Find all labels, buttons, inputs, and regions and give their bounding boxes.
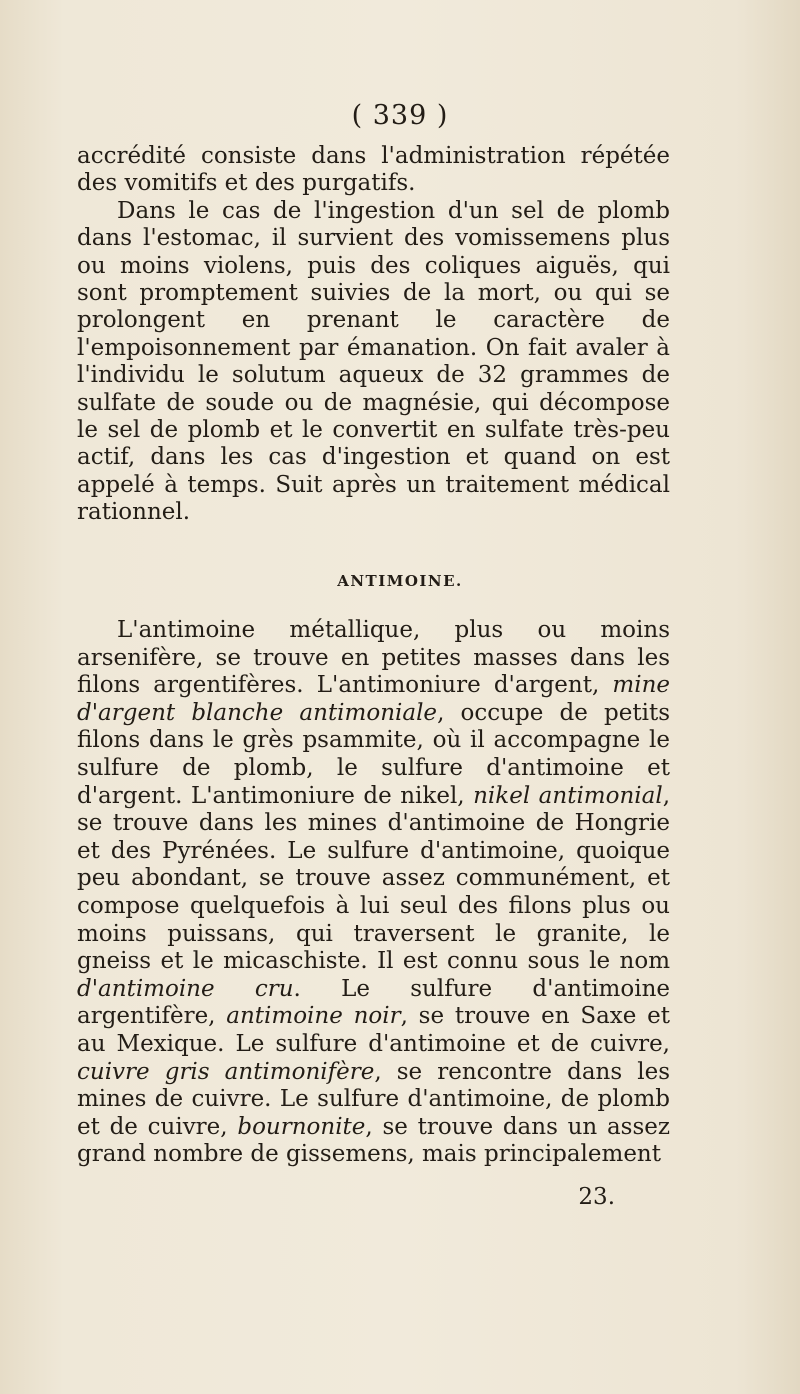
text-segment: , se trouve dans un assez grand nombre de gissemens, mais principalement xyxy=(77,1113,670,1168)
paragraph-plomb-ingestion: Dans le cas de l'ingestion d'un sel de plomb dans l'estomac, il survient des vomissemens plus ou moins violens, puis des coliques aiguës, qui sont promptement suivies de la mort, ou qui se prolongent en prenant le caractère de l'empoisonnement par émanation. On fait avaler à l'individu le solutum aqueux de 32 grammes de sulfate de soude ou de magnésie, qui décompose le sel de plomb et le convertit en sulfate très-peu actif, dans les cas d'ingestion et quand on est appelé à temps. Suit après un traitement médical rationnel. xyxy=(77,197,670,526)
italic-term-nikel-antimonial: nikel antimonial xyxy=(473,782,663,809)
page-number: ( 339 ) xyxy=(351,100,449,131)
text-segment: , se rencontre dans les mines de cuivre. Le sulfure d'antimoine, de plomb et de cuivre, xyxy=(77,1058,670,1140)
paragraph-continuation: accrédité consiste dans l'administration répétée des vomitifs et des purgatifs. xyxy=(77,143,670,197)
italic-term-bournonite: bournonite xyxy=(237,1113,366,1140)
text-block-top xyxy=(77,143,670,527)
italic-term-mine-argent: mine d'argent blanche antimoniale xyxy=(77,672,670,726)
signature-mark: 23. xyxy=(578,1184,615,1210)
text-block-antimoine xyxy=(77,617,670,1169)
text-segment: , se trouve en Saxe et au Mexique. Le sulfure d'antimoine et de cuivre, xyxy=(77,1003,670,1057)
italic-term-cuivre-gris: cuivre gris antimonifère xyxy=(77,1058,375,1085)
italic-term-antimoine-noir: antimoine noir xyxy=(226,1003,401,1030)
section-heading: ANTIMOINE. xyxy=(337,572,463,590)
italic-term-antimoine-cru: d'antimoine cru xyxy=(77,975,294,1002)
text-segment: L'antimoine métallique, plus ou moins arsenifère, se trouve en petites masses dans les filons argentifères. L'antimoniure d'argent, xyxy=(77,617,670,699)
text-segment: , se trouve dans les mines d'antimoine de Hongrie et des Pyrénées. Le sulfure d'antimoine, quoique peu abondant, se trouve assez communément, et compose quelquefois à lui seul des filons plus ou moins puissans, qui traversent le granite, le gneiss et le micaschiste. Il est connu sous le nom xyxy=(77,782,671,975)
text-segment: . Le sulfure d'antimoine argentifère, xyxy=(77,975,670,1030)
text-segment: , occupe de petits filons dans le grès psammite, où il accompagne le sulfure de plomb, le sulfure d'antimoine et d'argent. L'antimoniure de nikel, xyxy=(77,699,670,809)
paragraph-antimoine xyxy=(77,617,670,1169)
